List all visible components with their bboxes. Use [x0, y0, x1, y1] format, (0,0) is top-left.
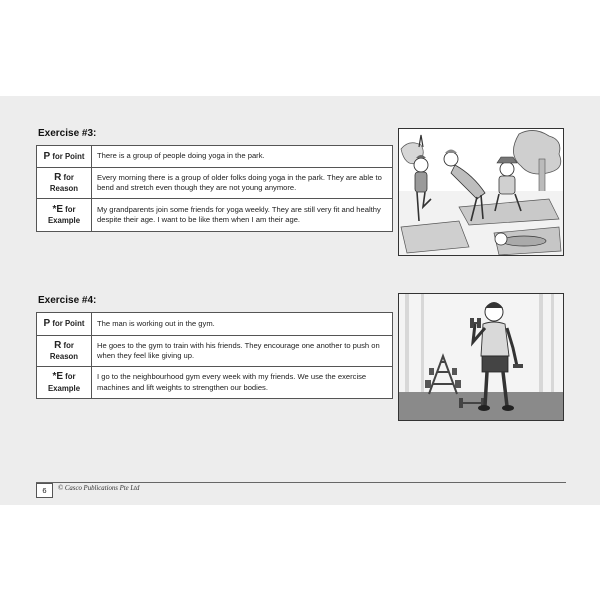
table-row — [37, 336, 393, 367]
exercise-4-table — [36, 312, 393, 399]
example-label: *E for Example — [37, 199, 92, 232]
point-text: There is a group of people doing yoga in the park. — [92, 146, 393, 168]
exercise-4-title: Exercise #4: — [38, 295, 97, 306]
footer-divider — [36, 482, 566, 483]
point-label: P for Point — [37, 313, 92, 336]
gym-drawing — [399, 294, 563, 420]
exercise-3-table — [36, 145, 393, 232]
table-row — [37, 199, 393, 232]
point-label: P for Point — [37, 146, 92, 168]
reason-text: Every morning there is a group of older folks doing yoga in the park. They are able to bend and stretch even though they are not young anymore. — [92, 168, 393, 199]
gym-illustration — [398, 293, 564, 421]
reason-label: R for Reason — [37, 168, 92, 199]
example-text: My grandparents join some friends for yoga weekly. They are still very fit and healthy despite their age. I want to be like them when I am their age. — [92, 199, 393, 232]
point-text: The man is working out in the gym. — [92, 313, 393, 336]
table-row — [37, 146, 393, 168]
publisher-credit: © Casco Publications Pte Ltd — [58, 485, 140, 492]
example-label: *E for Example — [37, 367, 92, 399]
table-row — [37, 313, 393, 336]
table-row — [37, 168, 393, 199]
yoga-park-drawing — [399, 129, 563, 255]
example-text: I go to the neighbourhood gym every week with my friends. We use the exercise machines and lift weights to strengthen our bodies. — [92, 367, 393, 399]
exercise-3-title: Exercise #3: — [38, 128, 97, 139]
reason-label: R for Reason — [37, 336, 92, 367]
table-row — [37, 367, 393, 399]
page-number: 6 — [36, 483, 53, 498]
reason-text: He goes to the gym to train with his friends. They encourage one another to push on when they feel like giving up. — [92, 336, 393, 367]
yoga-illustration — [398, 128, 564, 256]
